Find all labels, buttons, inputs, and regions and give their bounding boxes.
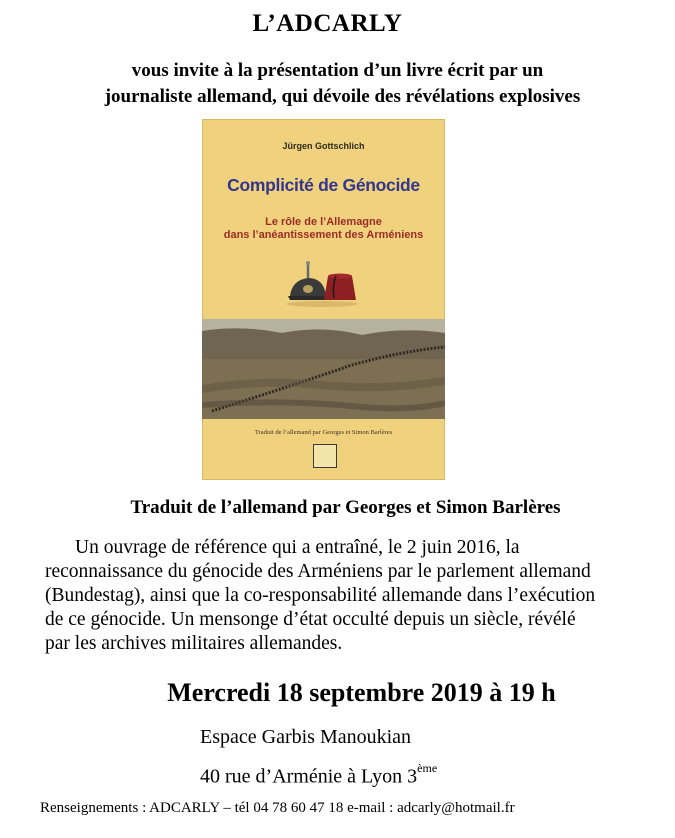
- translator-credit: Traduit de l’allemand par Georges et Simon Barlères: [130, 497, 561, 518]
- cover-title: Complicité de Génocide: [227, 175, 420, 195]
- helmet-and-fez-image: [282, 256, 362, 308]
- paragraph-line: reconnaissance du génocide des Arméniens par le parlement allemand: [45, 561, 591, 582]
- invitation-text: [0, 58, 675, 110]
- cover-subtitle: [202, 216, 445, 242]
- paragraph-line: de ce génocide. Un mensonge d’état occulté depuis un siècle, révélé: [45, 609, 576, 630]
- cover-translator-note: Traduit de l’allemand par Georges et Simon Barlères: [254, 429, 393, 436]
- event-address: [200, 761, 438, 789]
- paragraph-line: Un ouvrage de référence qui a entraîné, le 2 juin 2016, la: [75, 537, 520, 558]
- address-superscript: ème: [417, 761, 438, 775]
- invitation-line-1: vous invite à la présentation d’un livre écrit par un: [131, 60, 544, 81]
- address-text: 40 rue d’Arménie à Lyon 3: [200, 765, 418, 788]
- paragraph-line: (Bundestag), ainsi que la co-responsabilité allemande dans l’exécution: [45, 585, 596, 606]
- event-date: Mercredi 18 septembre 2019 à 19 h: [167, 678, 556, 707]
- cover-subtitle-line-2: dans l’anéantissement des Arméniens: [223, 229, 424, 241]
- cover-author: Jürgen Gottschlich: [282, 141, 365, 151]
- contact-info: Renseignements : ADCARLY – tél 04 78 60 47 18 e-mail : adcarly@hotmail.fr: [40, 800, 515, 816]
- cover-subtitle-line-1: Le rôle de l’Allemagne: [265, 216, 382, 228]
- description-paragraph: [45, 536, 655, 656]
- organization-title: L’ADCARLY: [252, 10, 403, 37]
- invitation-line-2: journaliste allemand, qui dévoile des révélations explosives: [104, 86, 581, 107]
- publisher-logo: [313, 444, 337, 468]
- paragraph-line: par les archives militaires allemandes.: [45, 633, 343, 654]
- desert-column-photo: [202, 319, 445, 419]
- event-venue: Espace Garbis Manoukian: [200, 726, 412, 748]
- book-cover: [202, 119, 445, 480]
